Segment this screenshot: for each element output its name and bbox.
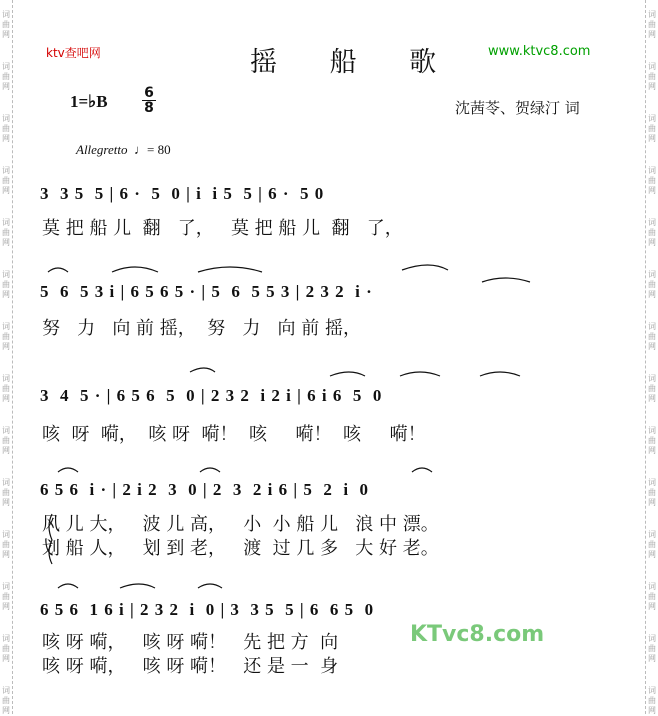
side-watermark-mark: 词 曲 网 <box>648 634 656 663</box>
side-watermark-mark: 词 曲 网 <box>2 114 10 143</box>
slur <box>58 468 78 472</box>
side-watermark-mark: 词 曲 网 <box>648 10 656 39</box>
lyrics-row-5-verse-1: 咳 呀 嗬， 咳 呀 嗬！ 先 把 方 向 <box>42 632 339 653</box>
notes-row-4: 6 5 6 i · | 2 i 2 3 0 | 2 3 2 i 6 | 5 2 i 0 <box>40 480 370 499</box>
side-watermark-mark: 词 曲 网 <box>648 114 656 143</box>
side-watermark-mark: 词 曲 网 <box>2 218 10 247</box>
slur <box>330 372 365 376</box>
slur <box>58 584 78 588</box>
verse-brace <box>49 514 52 564</box>
side-watermark-mark: 词 曲 网 <box>648 374 656 403</box>
lyricist-credit: 沈茜苓、贺绿汀 词 <box>455 99 580 117</box>
slur <box>48 268 68 272</box>
slur <box>120 584 155 588</box>
slur <box>480 372 520 376</box>
slur <box>400 372 440 376</box>
side-watermark-mark: 词 曲 网 <box>648 582 656 611</box>
side-watermark-mark: 词 曲 网 <box>2 686 10 715</box>
side-watermark-mark: 词 曲 网 <box>2 166 10 195</box>
side-watermark-mark: 词 曲 网 <box>648 166 656 195</box>
side-watermark-mark: 词 曲 网 <box>648 218 656 247</box>
slur <box>190 368 215 372</box>
notes-row-3: 3 4 5 · | 6 5 6 5 0 | 2 3 2 i 2 i | 6 i 6 5 0 <box>40 386 383 405</box>
lyrics-row-5-verse-2: 咳 呀 嗬， 咳 呀 嗬！ 还 是 一 身 <box>42 656 339 677</box>
site-url-right[interactable]: www.ktvc8.com <box>488 44 591 59</box>
side-watermark-mark: 词 曲 网 <box>648 478 656 507</box>
side-watermark-mark: 词 曲 网 <box>2 426 10 455</box>
site-name-left[interactable]: ktv查吧网 <box>46 46 101 60</box>
side-watermark-mark: 词 曲 网 <box>2 634 10 663</box>
side-watermark-mark: 词 曲 网 <box>648 62 656 91</box>
side-watermark-mark: 词 曲 网 <box>2 10 10 39</box>
site-watermark-logo: KTvc8.com <box>410 622 545 647</box>
slur <box>198 584 222 588</box>
side-watermark-mark: 词 曲 网 <box>2 582 10 611</box>
side-watermark-mark: 词 曲 网 <box>648 270 656 299</box>
side-watermark-mark: 词 曲 网 <box>2 374 10 403</box>
side-watermark-mark: 词 曲 网 <box>648 426 656 455</box>
slur <box>198 267 262 272</box>
side-watermark-mark: 词 曲 网 <box>648 686 656 715</box>
lyrics-row-4-verse-1: 风 儿 大， 波 儿 高， 小 小 船 儿 浪 中 漂。 <box>42 514 439 535</box>
time-sig-bottom: 8 <box>142 100 156 115</box>
lyrics-row-3-verse-1: 咳 呀 嗬， 咳 呀 嗬！ 咳 嗬！ 咳 嗬！ <box>42 424 426 445</box>
slur <box>412 468 432 472</box>
notes-row-2: 5 6 5 3 i | 6 5 6 5 · | 5 6 5 5 3 | 2 3 2 i · <box>40 282 373 301</box>
song-title: 摇 船 歌 <box>250 47 459 78</box>
side-watermark-mark: 词 曲 网 <box>648 530 656 559</box>
side-watermark-mark: 词 曲 网 <box>2 322 10 351</box>
slur <box>112 267 158 272</box>
tempo-mm: ♩= 80 <box>134 142 171 157</box>
lyrics-row-2-verse-1: 努 力 向 前 摇， 努 力 向 前 摇， <box>42 318 361 339</box>
side-watermark-mark: 词 曲 网 <box>648 322 656 351</box>
side-watermark-mark: 词 曲 网 <box>2 530 10 559</box>
tempo-word: Allegretto <box>76 142 128 157</box>
lyrics-row-1-verse-1: 莫 把 船 儿 翻 了， 莫 把 船 儿 翻 了， <box>42 218 403 239</box>
lyrics-row-4-verse-2: 划 船 人， 划 到 老， 渡 过 几 多 大 好 老。 <box>42 538 439 559</box>
notes-row-5: 6 5 6 1 6 i | 2 3 2 i 0 | 3 3 5 5 | 6 6 5 0 <box>40 600 375 619</box>
slur <box>402 265 448 270</box>
slur <box>200 468 220 472</box>
side-watermark-mark: 词 曲 网 <box>2 478 10 507</box>
time-sig-top: 6 <box>144 85 154 101</box>
notes-row-1: 3 3 5 5 | 6 · 5 0 | i i 5 5 | 6 · 5 0 <box>40 184 325 203</box>
side-watermark-mark: 词 曲 网 <box>2 270 10 299</box>
side-watermark-mark: 词 曲 网 <box>2 62 10 91</box>
key-signature: 1=♭B <box>70 92 108 111</box>
slur <box>482 278 530 282</box>
